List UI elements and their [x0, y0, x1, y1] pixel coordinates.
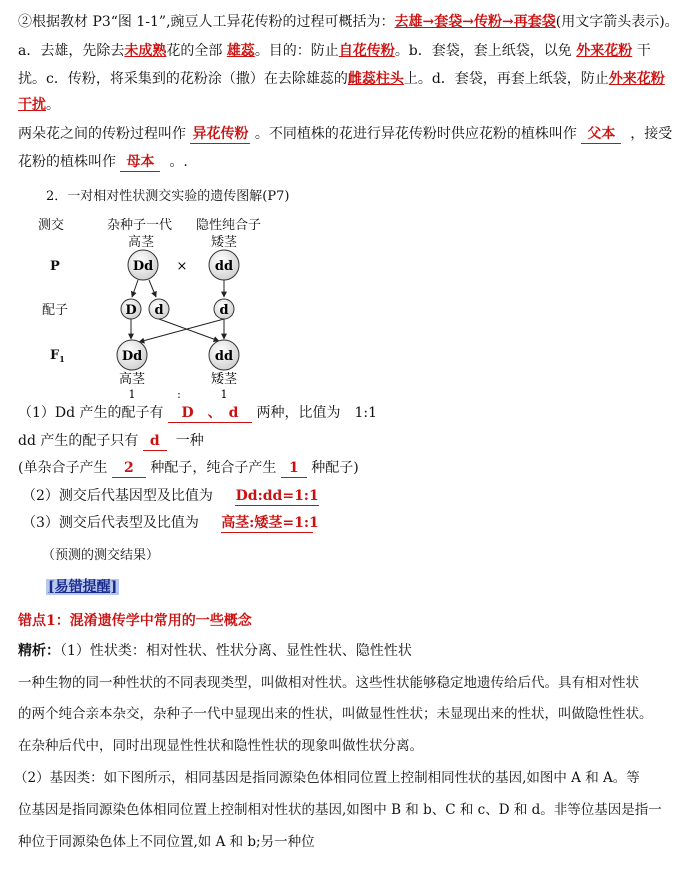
analysis-label: 精析： — [18, 643, 60, 659]
arrow-p-to-D — [132, 280, 138, 297]
answer-foreign-pollen: 外来花粉 — [576, 43, 633, 59]
arrow-p-to-d — [149, 280, 156, 297]
q3-line — [22, 513, 319, 533]
answer-interference: 干扰 — [18, 97, 46, 113]
f1-right-phenotype: 矮茎 — [210, 372, 238, 387]
q1c-line — [18, 458, 359, 478]
answer-stamen: 雄蕊 — [226, 43, 255, 59]
ratio-colon: : — [177, 388, 181, 401]
text: 扰。c．传粉，将采集到的花粉涂（撒）在去除雄蕊的 — [18, 71, 348, 87]
text: 花的全部 — [166, 43, 223, 59]
cross-symbol: × — [176, 259, 188, 274]
ratio-right: 1 — [220, 388, 228, 401]
answer-dd-gamete: d — [143, 433, 167, 451]
text: （3）测交后代表型及比值为 — [22, 515, 199, 531]
text: (单杂合子产生 — [18, 460, 108, 476]
text: 两朵花之间的传粉过程叫作 — [18, 126, 186, 142]
f1-left-genotype: Dd — [121, 349, 143, 364]
predict-note: （预测的测交结果） — [42, 548, 160, 563]
p-right-genotype: dd — [214, 259, 234, 274]
analysis-line — [18, 641, 412, 661]
section2-title: 2．一对相对性状测交实验的遗传图解(P7) — [46, 189, 290, 204]
label-f1-generation: 杂种子一代 — [107, 218, 173, 233]
answer-stigma: 雌蕊柱头 — [347, 71, 404, 87]
answer-male-parent: 父本 — [581, 126, 621, 144]
text: ，接受 — [630, 126, 673, 142]
answer-heterozygote-count: 2 — [112, 460, 146, 478]
label-p: P — [50, 259, 60, 274]
text: （2）测交后代基因型及比值为 — [22, 488, 213, 504]
para4-line1: （2）基因类：如下图所示，相同基因是指同源染色体相同位置上控制相同性状的基因,如图中 A 和 A。等 — [14, 770, 640, 786]
text: 。不同植株的花进行异花传粉时供应花粉的植株叫作 — [254, 126, 577, 142]
gamete-D: D — [125, 303, 137, 318]
text: 干 — [636, 43, 651, 59]
text: 种配子，纯合子产生 — [150, 460, 277, 476]
answer-gametes: D 、 d — [168, 405, 252, 423]
label-tall-p: 高茎 — [128, 235, 155, 250]
answer-cross-pollination: 异花传粉 — [192, 126, 249, 142]
answer-self-pollination: 自花传粉 — [338, 43, 395, 59]
label-recessive-homozygote: 隐性纯合子 — [196, 218, 262, 233]
q1-line — [18, 403, 377, 423]
para3-line1: 一种生物的同一种性状的不同表现类型，叫做相对性状。这些性状能够稳定地遗传给后代。具有相对性状 — [18, 675, 639, 691]
answer-genotype-ratio: Dd:dd=1:1 — [235, 488, 319, 504]
text: 花粉的植株叫作 — [18, 154, 116, 170]
error-title: 错点1：混淆遗传学中常用的一些概念 — [18, 613, 252, 629]
label-testcross: 测交 — [38, 218, 65, 233]
para3-line2: 的两个纯合亲本杂交，杂种子一代中显现出来的性状，叫做显性性状；未显现出来的性状，叫做隐性性状。 — [18, 706, 653, 722]
error-heading — [18, 611, 252, 631]
answer-foreign-pollen-2: 外来花粉 — [608, 71, 665, 87]
answer-immature: 未成熟 — [124, 43, 167, 59]
answer-phenotype-ratio: 高茎:矮茎=1:1 — [221, 515, 319, 531]
text: 一种 — [175, 433, 204, 449]
q1b-line — [18, 431, 204, 451]
ratio-left: 1 — [128, 388, 136, 401]
text: 。. — [169, 154, 188, 170]
para3-line3: 在杂种后代中，同时出现显性性状和隐性性状的现象叫做性状分离。 — [18, 738, 423, 754]
f1-left-phenotype: 高茎 — [118, 372, 146, 387]
para4-line3: 种位于同源染色体上不同位置,如 A 和 b;另一种位 — [18, 834, 315, 850]
text: （1）性状类：相对性状、性状分离、显性性状、隐性性状 — [60, 643, 412, 659]
answer-process: 去雄→套袋→传粉→再套袋 — [394, 14, 556, 30]
label-gamete: 配子 — [42, 303, 69, 318]
gamete-d2: d — [219, 303, 229, 318]
label-f1: $F_1$ — [50, 348, 65, 364]
text: 上。d．套袋，再套上纸袋，防止 — [403, 71, 609, 87]
text: dd 产生的配子只有 — [18, 433, 139, 449]
text: a．去雄，先除去 — [18, 43, 125, 59]
label-short-p: 矮茎 — [211, 235, 238, 250]
tip-label: [易错提醒] — [48, 579, 118, 595]
answer-homozygote-count: 1 — [281, 460, 307, 478]
text: （1）Dd 产生的配子有 — [18, 405, 164, 421]
text: 。 — [46, 97, 60, 113]
text: (用文字箭头表示)。 — [555, 14, 679, 30]
text: 。目的：防止 — [254, 43, 339, 59]
text: 种配子) — [311, 460, 359, 476]
text: ②根据教材 P3“图 1-1”,豌豆人工异花传粉的过程可概括为： — [18, 14, 395, 30]
q2-line — [22, 486, 319, 506]
text: 。b．套袋，套上纸袋，以免 — [394, 43, 572, 59]
gamete-d: d — [154, 303, 164, 318]
tip-heading — [46, 577, 119, 597]
answer-female-parent: 母本 — [120, 154, 160, 172]
text: 两种，比值为 1:1 — [256, 405, 377, 421]
f1-right-genotype: dd — [214, 349, 234, 364]
p-left-genotype: Dd — [132, 259, 154, 274]
para4-line2: 位基因是指同源染色体相同位置上控制相对性状的基因,如图中 B 和 b、C 和 c、D 和 d。非等位基因是指一 — [18, 802, 662, 818]
